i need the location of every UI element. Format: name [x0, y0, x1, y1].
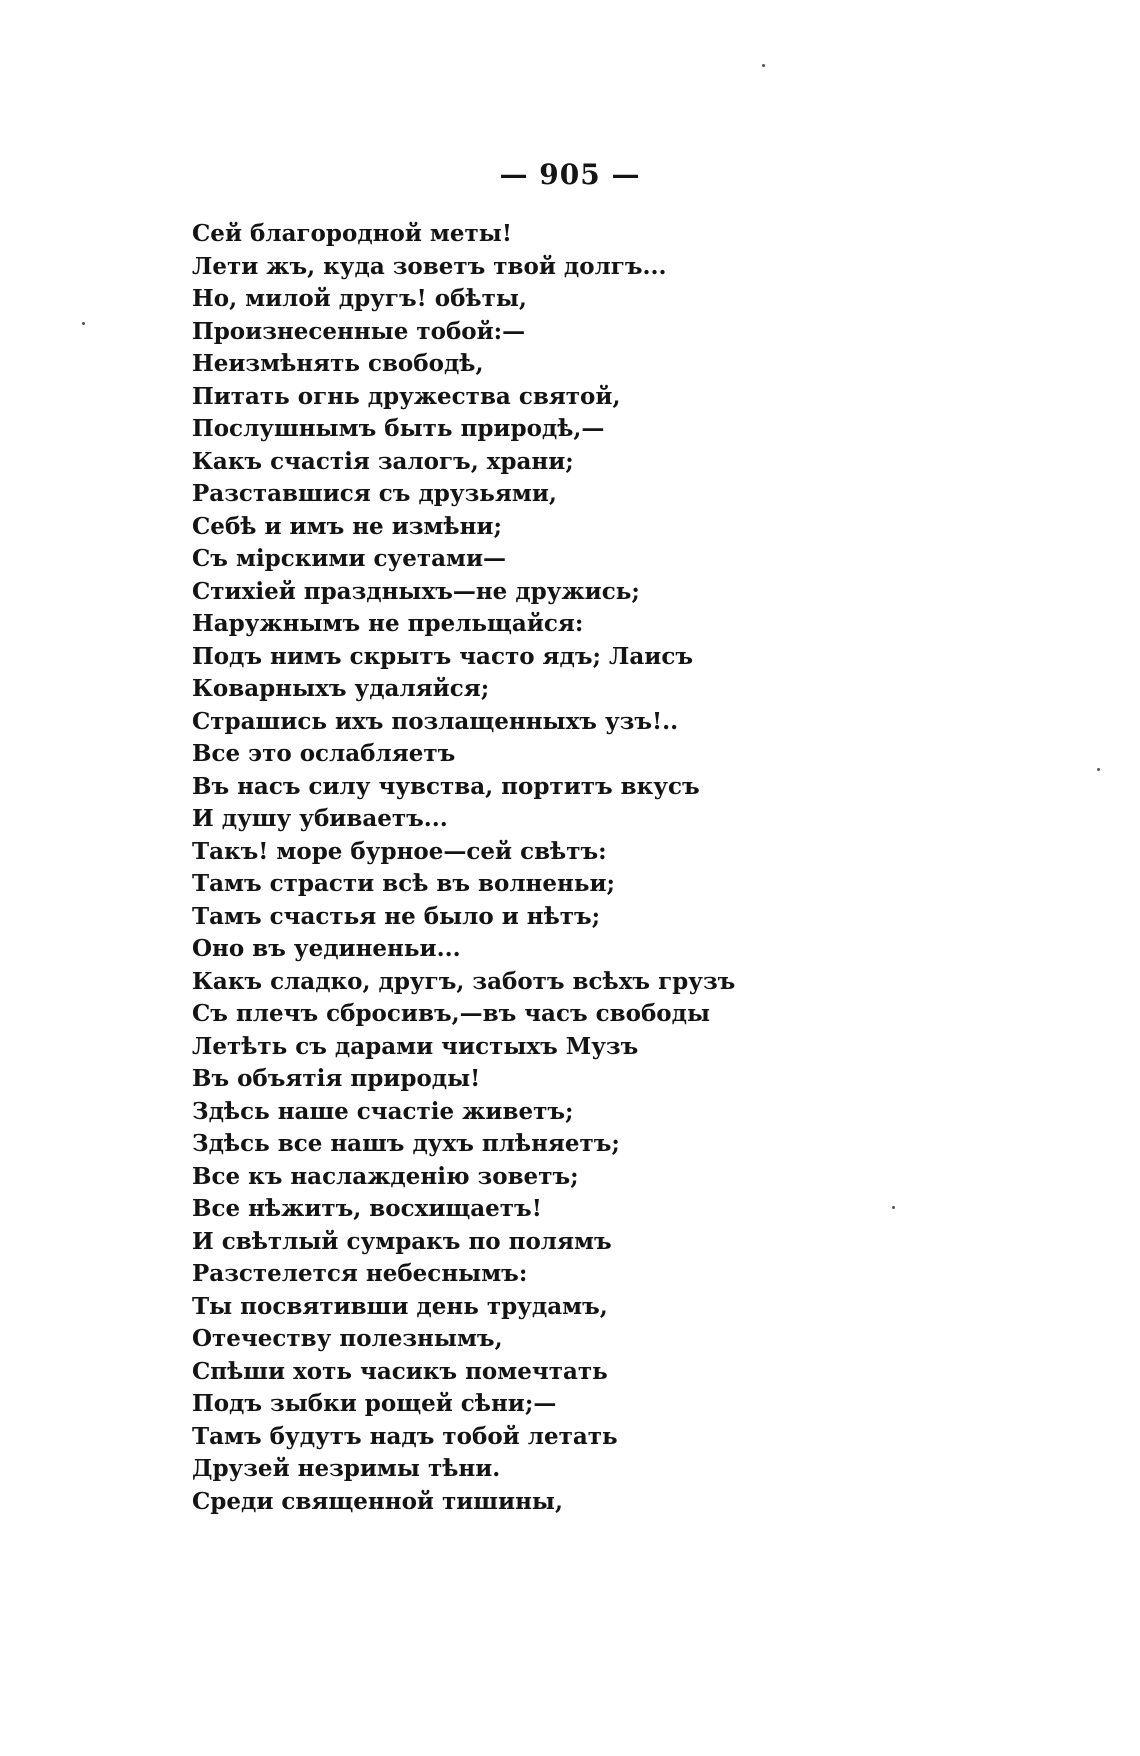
poem-line: Все нѣжитъ, восхищаетъ! — [192, 1195, 542, 1222]
poem-line: Все это ослабляетъ — [192, 740, 456, 767]
poem-line: Все къ наслажденію зоветъ; — [192, 1162, 579, 1190]
poem-line: Съ плечъ сбросивъ,—въ часъ свободы — [192, 1000, 711, 1027]
poem-line: Но, милой другъ! обѣты, — [192, 285, 527, 312]
poem-line: Стихіей праздныхъ—не дружись; — [192, 577, 640, 605]
poem-line: Въ насъ силу чувства, портитъ вкусъ — [192, 772, 700, 800]
poem-line: Подъ зыбки рощей сѣни;— — [192, 1390, 557, 1417]
poem-line: Неизмѣнять свободѣ, — [192, 350, 484, 377]
poem-line: Здѣсь все нашъ духъ плѣняетъ; — [192, 1130, 620, 1157]
poem-line: Питать огнь дружества святой, — [192, 382, 621, 410]
poem-line: Ты посвятивши день трудамъ, — [192, 1292, 608, 1320]
poem-line: Среди священной тишины, — [192, 1487, 563, 1515]
poem-line: Подъ нимъ скрытъ часто ядъ; Лаисъ — [192, 642, 693, 670]
page-number: — 905 — — [499, 158, 641, 191]
poem-line: Отечеству полезнымъ, — [192, 1325, 503, 1352]
poem-line: Съ мірскими суетами— — [192, 545, 507, 572]
poem-line: Такъ! море бурное—сей свѣтъ: — [192, 837, 607, 865]
poem-line: Коварныхъ удаляйся; — [192, 675, 490, 702]
scan-speck — [892, 1206, 895, 1209]
poem-line: Летѣть съ дарами чистыхъ Музъ — [192, 1032, 639, 1060]
poem-line: Страшись ихъ позлащенныхъ узъ!.. — [192, 707, 679, 735]
poem-line: И душу убиваетъ... — [192, 805, 448, 832]
poem-line: Тамъ будутъ надъ тобой летать — [192, 1422, 618, 1450]
poem-line: Спѣши хоть часикъ помечтать — [192, 1357, 608, 1385]
poem — [192, 218, 735, 1518]
poem-line: Тамъ счастья не было и нѣтъ; — [192, 902, 601, 930]
poem-line: Здѣсь наше счастіе живетъ; — [192, 1097, 574, 1125]
scan-speck — [82, 322, 85, 325]
scan-speck — [762, 64, 765, 67]
poem-line: Разставшися съ друзьями, — [192, 480, 557, 507]
poem-line: Наружнымъ не прельщайся: — [192, 610, 584, 637]
poem-line: Разстелется небеснымъ: — [192, 1260, 528, 1287]
poem-line: И свѣтлый сумракъ по полямъ — [192, 1227, 612, 1255]
poem-line: Лети жъ, куда зоветъ твой долгъ... — [192, 252, 667, 280]
poem-line: Сей благородной меты! — [192, 220, 512, 247]
poem-line: Какъ счастія залогъ, храни; — [192, 447, 574, 475]
poem-line: Друзей незримы тѣни. — [192, 1455, 501, 1482]
poem-line: Тамъ страсти всѣ въ волненьи; — [192, 870, 616, 897]
poem-line: Произнесенные тобой:— — [192, 317, 526, 345]
poem-line: Оно въ уединеньи... — [192, 935, 461, 962]
poem-line: Себѣ и имъ не измѣни; — [192, 512, 502, 540]
poem-line: Какъ сладко, другъ, заботъ всѣхъ грузъ — [192, 967, 736, 995]
scan-speck — [1097, 768, 1100, 771]
poem-line: Въ объятія природы! — [192, 1065, 481, 1092]
poem-line: Послушнымъ быть природѣ,— — [192, 415, 605, 442]
